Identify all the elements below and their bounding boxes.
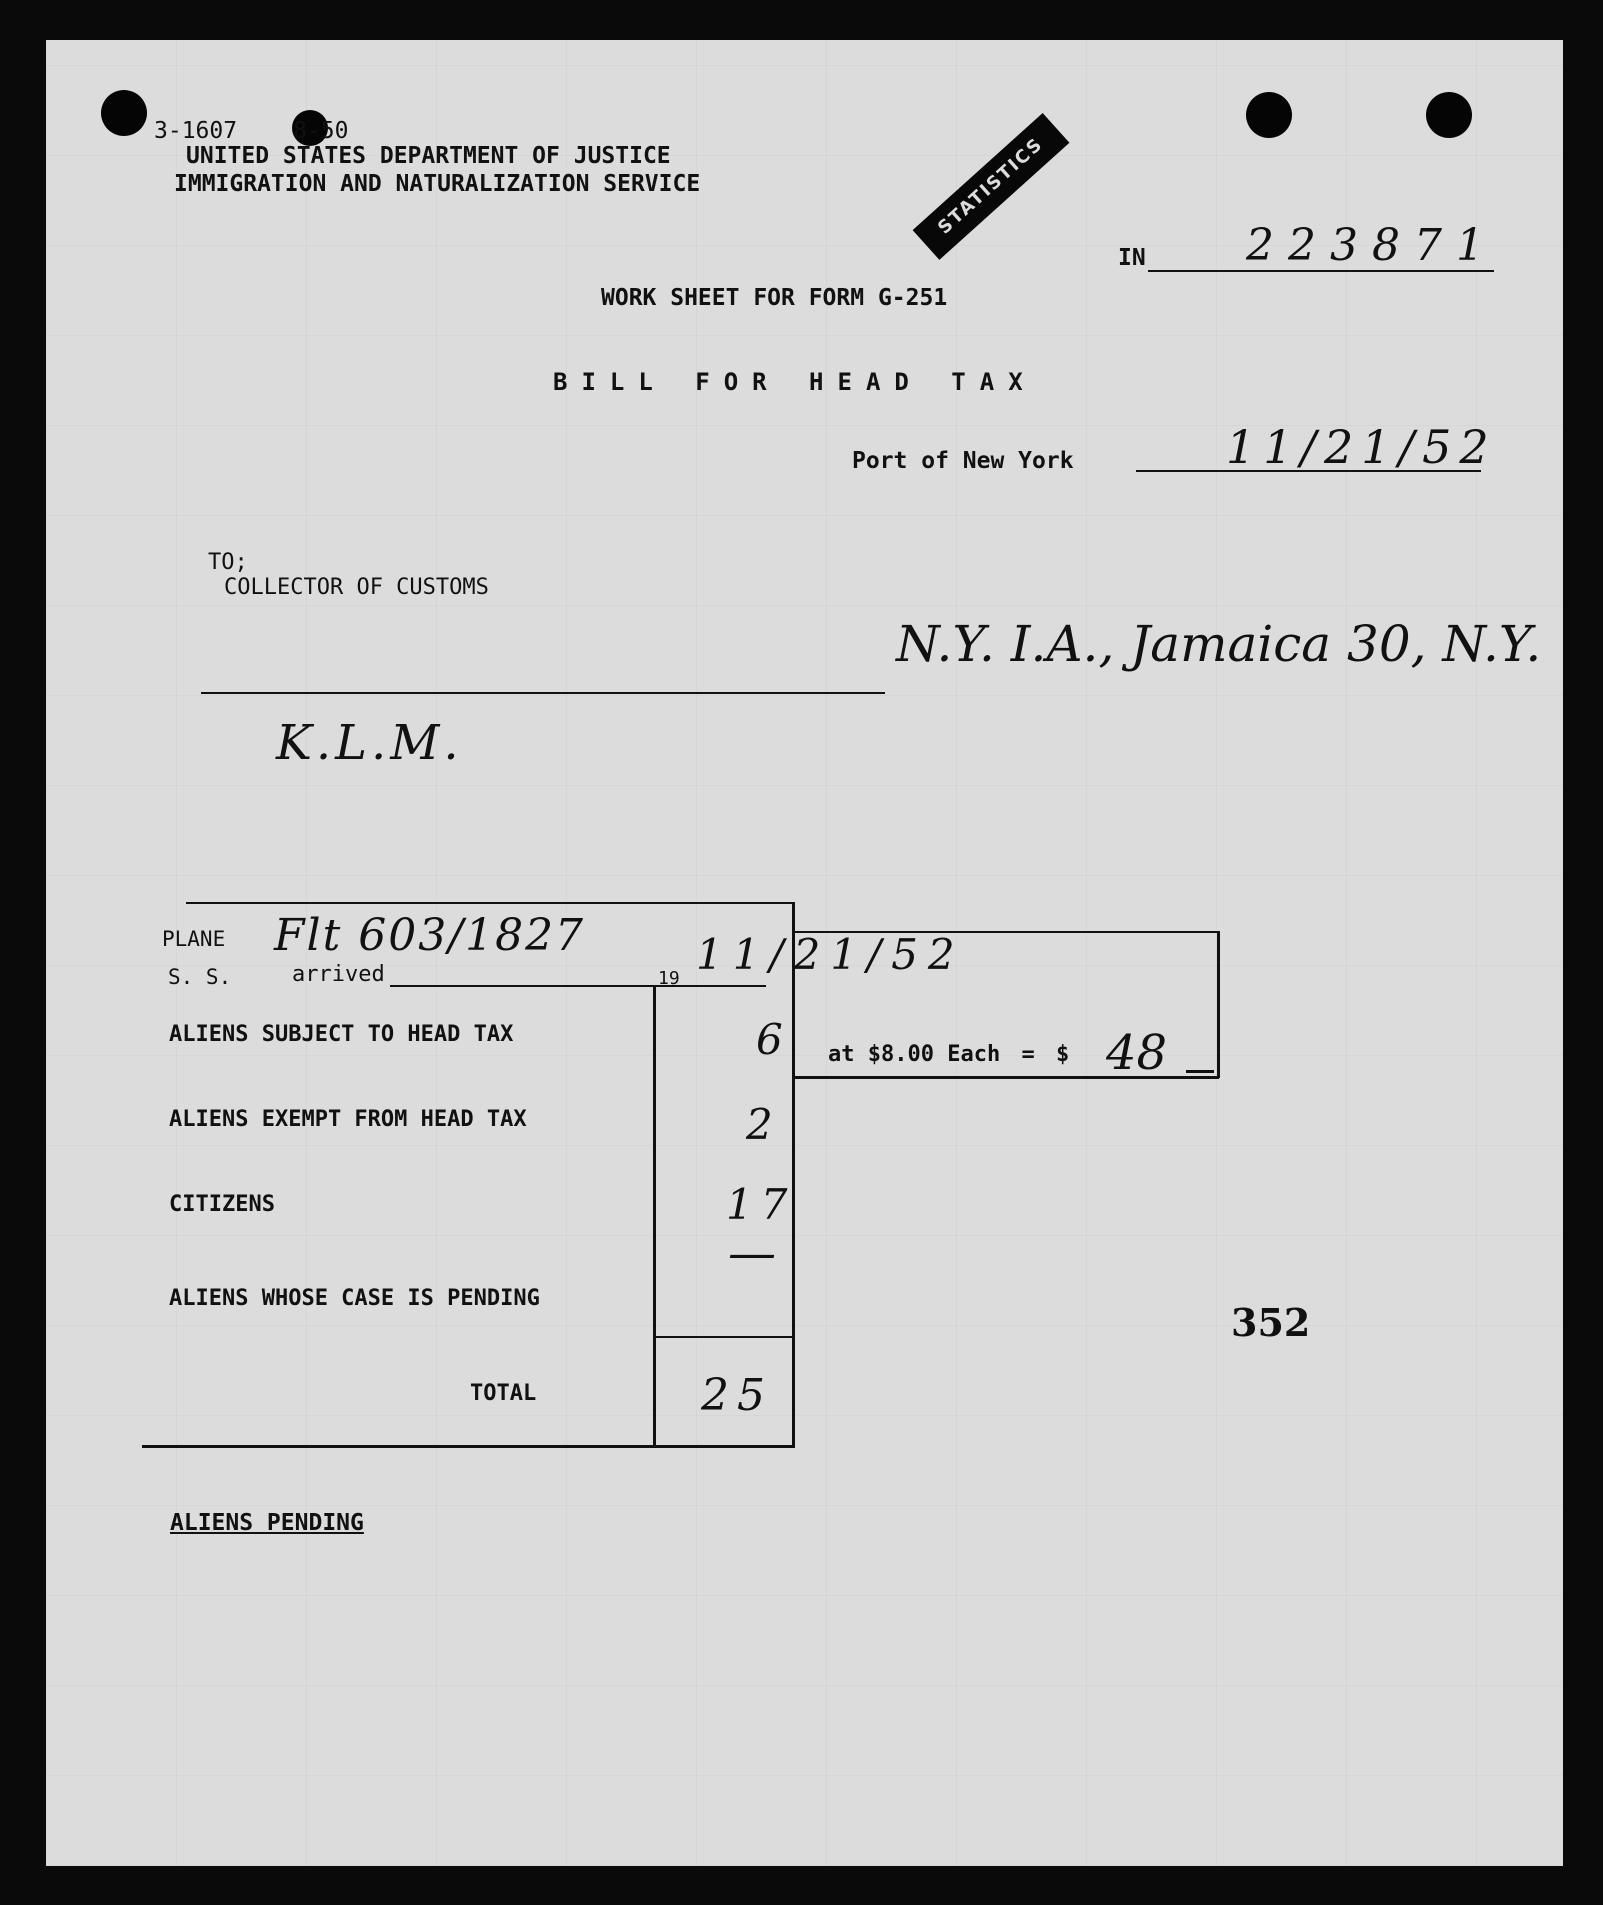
total-label: TOTAL [470, 1381, 537, 1406]
carrier-name: K.L.M. [276, 715, 463, 771]
statistics-stamp: STATISTICS [913, 113, 1070, 260]
in-number: 223871 [1246, 220, 1498, 271]
port-label: Port of New York [852, 448, 1074, 474]
row-value-citizens: 17 [726, 1180, 796, 1229]
flight-number: Flt 603/1827 [274, 910, 586, 961]
total-value: 25 [701, 1370, 773, 1421]
port-date: 11/21/52 [1226, 420, 1497, 474]
tax-rate [828, 1042, 1069, 1067]
row-label-pending: ALIENS WHOSE CASE IS PENDING [169, 1286, 540, 1311]
form-code: 3-1607 8-50 [154, 118, 349, 144]
row-label-exempt: ALIENS EXEMPT FROM HEAD TAX [169, 1107, 527, 1132]
row-value-exempt: 2 [746, 1100, 773, 1149]
tax-box-right [1217, 931, 1220, 1078]
collector-label: COLLECTOR OF CUSTOMS [224, 575, 489, 600]
plane-label: PLANE [162, 927, 226, 951]
punch-hole [101, 90, 147, 136]
customs-location: N.Y. I.A., Jamaica 30, N.Y. [896, 615, 1542, 673]
in-label: IN [1118, 245, 1146, 271]
department-name: UNITED STATES DEPARTMENT OF JUSTICE [186, 143, 671, 169]
tax-rate-text: at $8.00 Each [828, 1042, 1001, 1067]
arrival-date: 11/21/52 [696, 930, 965, 979]
total-divider [653, 1336, 795, 1338]
tax-equals: = [1021, 1042, 1035, 1067]
year-prefix: 19 [658, 968, 680, 989]
punch-hole [1426, 92, 1472, 138]
values-column-left-border [653, 985, 656, 1447]
tax-amount: 48 [1106, 1025, 1168, 1081]
ss-label: S. S. [168, 965, 232, 989]
tax-currency: $ [1055, 1042, 1070, 1067]
to-label: TO; [208, 550, 248, 575]
service-name: IMMIGRATION AND NATURALIZATION SERVICE [174, 171, 701, 197]
table-top-line [186, 902, 794, 904]
row-label-subject: ALIENS SUBJECT TO HEAD TAX [169, 1022, 514, 1047]
row-value-subject: 6 [756, 1015, 783, 1064]
table-bottom-line [142, 1445, 795, 1448]
document-sheet [46, 40, 1563, 1866]
row-label-citizens: CITIZENS [169, 1192, 275, 1217]
arrived-label: arrived [292, 962, 385, 987]
page-number: 352 [1231, 1300, 1311, 1345]
table-right-border [792, 902, 795, 1447]
row-value-pending: — [728, 1225, 776, 1281]
arrived-underline [390, 985, 766, 987]
tax-amount-dash [1186, 1070, 1214, 1073]
bill-subtitle: BILL FOR HEAD TAX [553, 368, 1037, 396]
addressee-line [201, 692, 885, 694]
aliens-pending-label: ALIENS PENDING [170, 1510, 364, 1536]
punch-hole [1246, 92, 1292, 138]
form-title: WORK SHEET FOR FORM G-251 [601, 285, 948, 311]
